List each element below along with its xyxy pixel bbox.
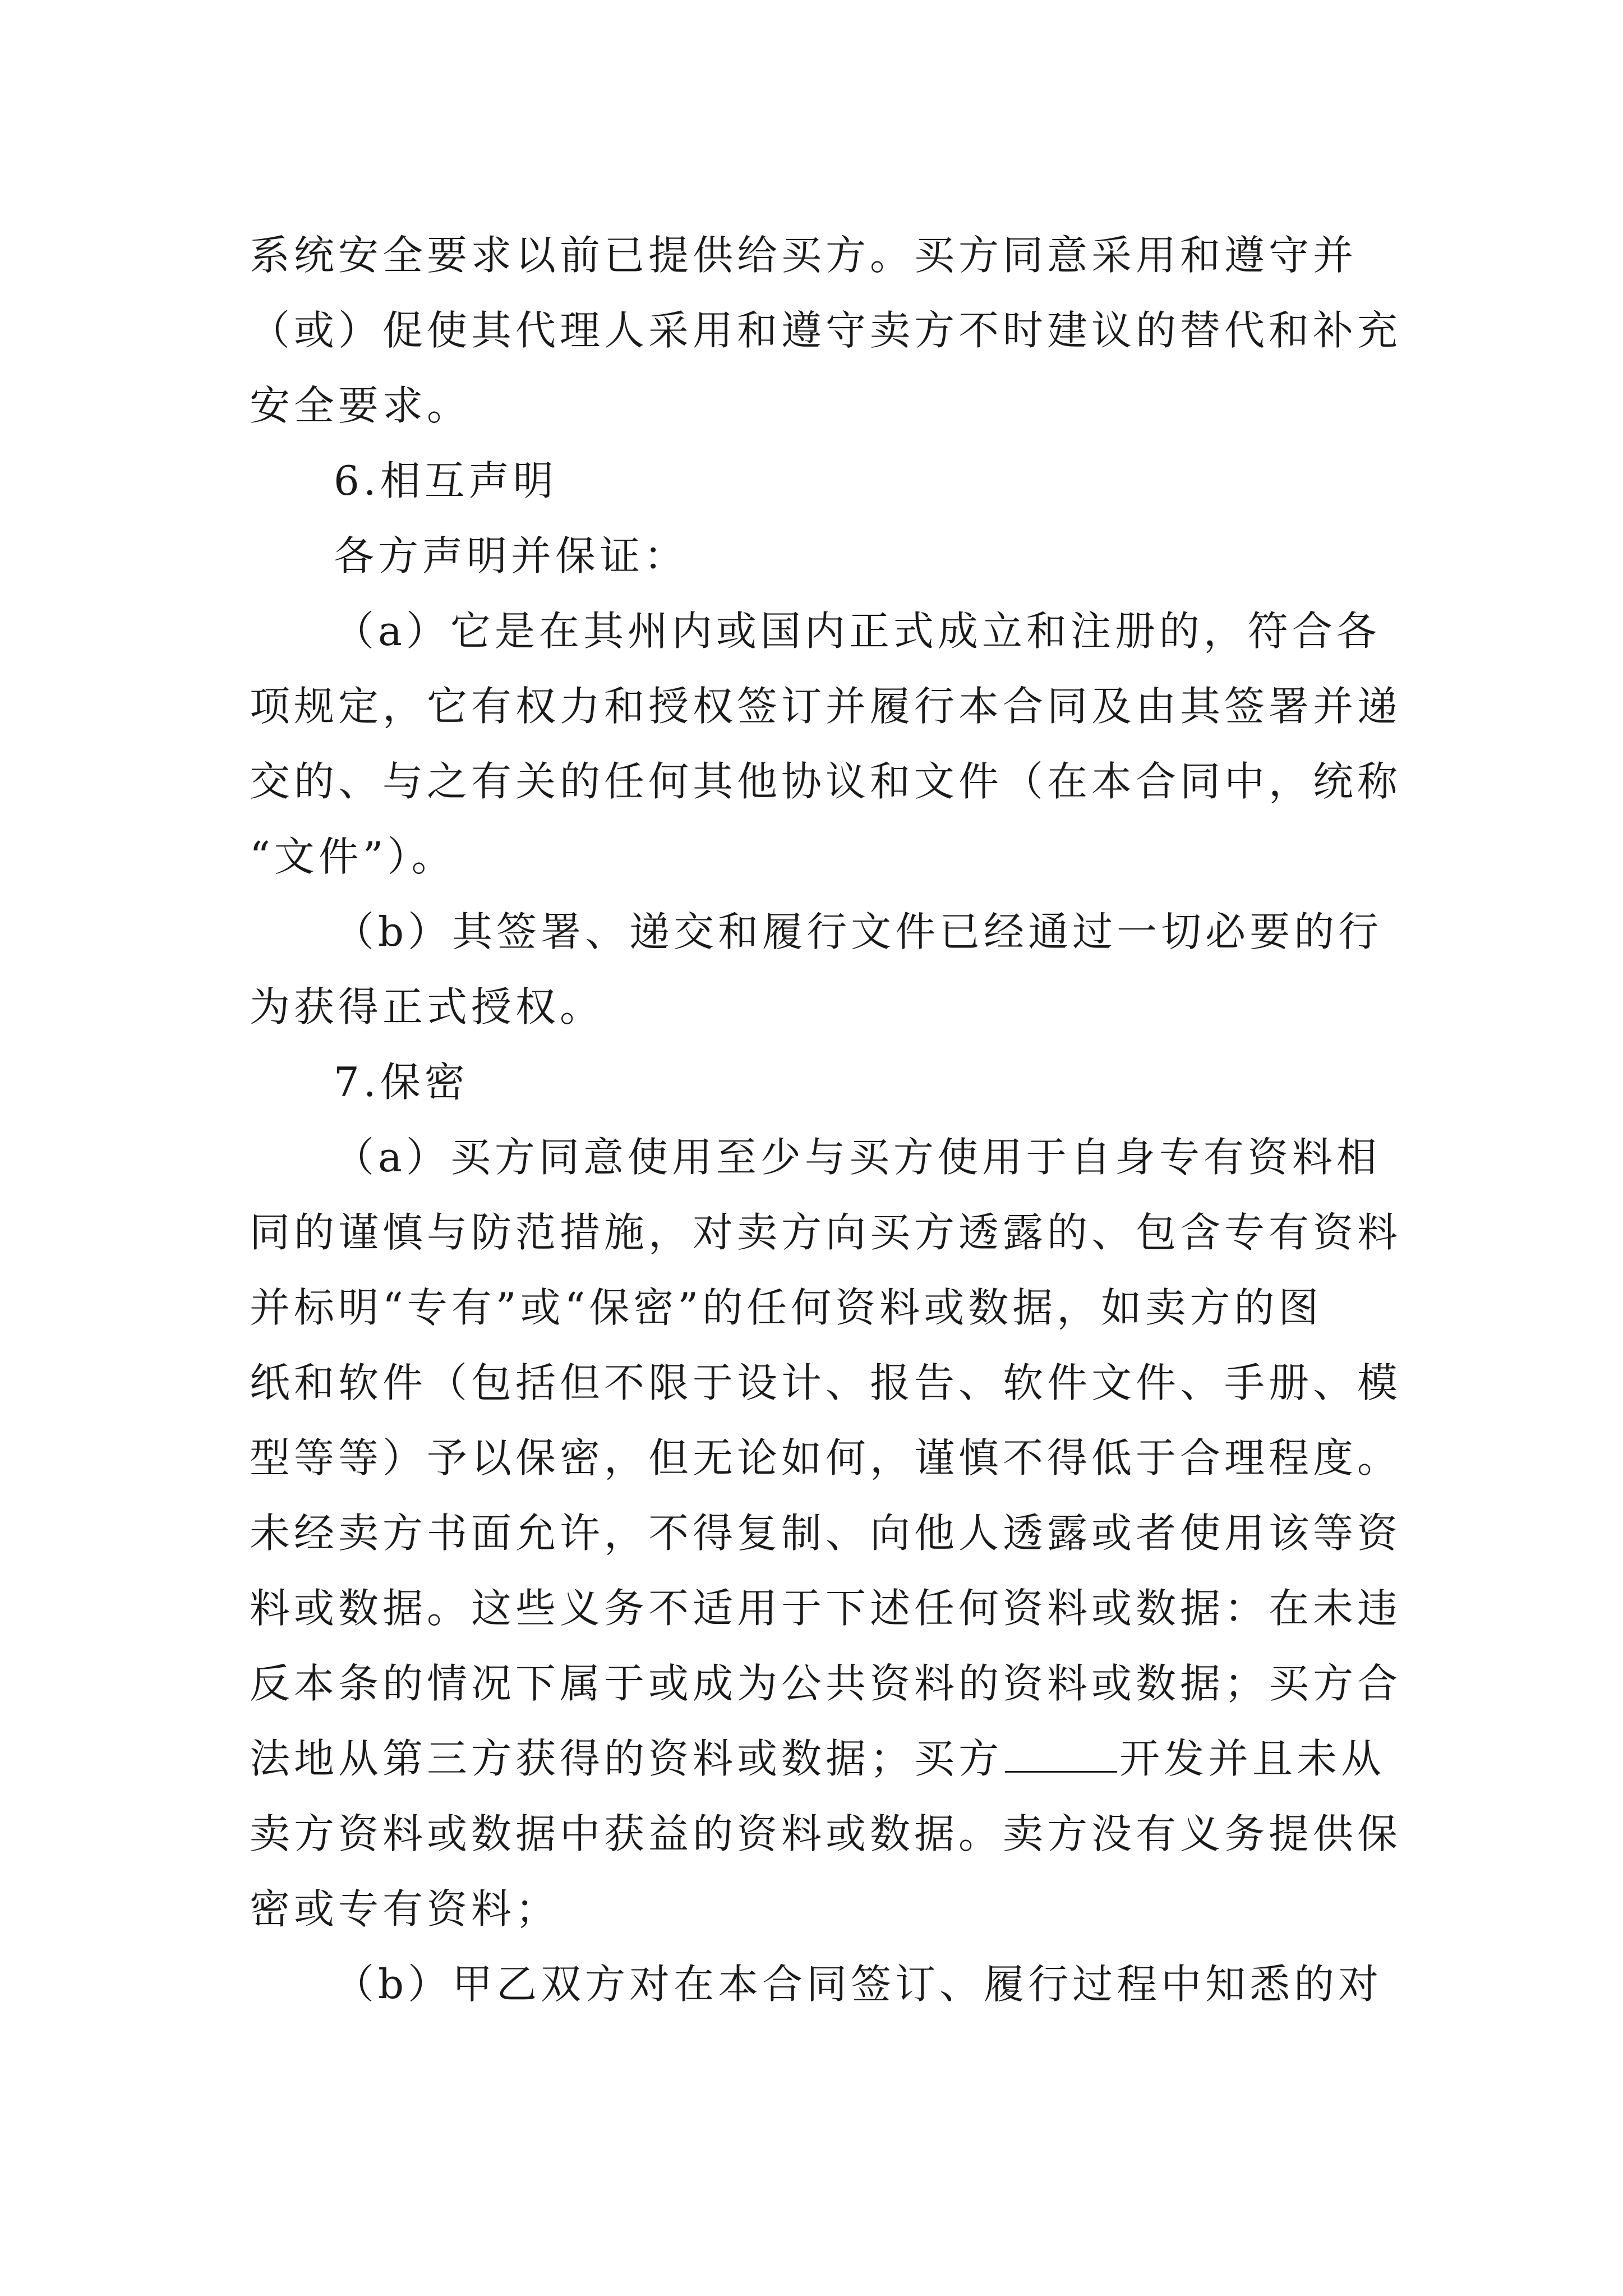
section-6a-line: “文件”）。 — [250, 833, 456, 880]
section-7a-line: 卖方资料或数据中获益的资料或数据。卖方没有义务提供保 — [250, 1810, 1402, 1857]
section-6-heading: 6.相互声明 — [334, 457, 557, 504]
section-7a-line: 料或数据。这些义务不适用于下述任何资料或数据：在未违 — [250, 1585, 1402, 1632]
section-6-intro: 各方声明并保证： — [334, 532, 689, 579]
carryover-line: 系统安全要求以前已提供给买方。买方同意采用和遵守并 — [250, 232, 1358, 279]
section-6a-line: （a）它是在其州内或国内正式成立和注册的，符合各 — [334, 608, 1381, 655]
carryover-line: 安全要求。 — [250, 382, 472, 429]
section-6a-line: 交的、与之有关的任何其他协议和文件（在本合同中，统称 — [250, 758, 1402, 805]
section-7-heading: 7.保密 — [334, 1059, 469, 1106]
section-7a-line: 并标明“专有”或“保密”的任何资料或数据，如卖方的图 — [250, 1284, 1323, 1331]
section-7a-line: 型等等）予以保密，但无论如何，谨慎不得低于合理程度。 — [250, 1434, 1402, 1481]
blank-line-after-text: 开发并且未从 — [1119, 1735, 1386, 1782]
fill-in-blank — [1005, 1737, 1117, 1773]
section-7a-line: 未经卖方书面允许，不得复制、向他人透露或者使用该等资 — [250, 1510, 1402, 1557]
section-7a-line: 密或专有资料； — [250, 1885, 560, 1932]
section-7a-line: 纸和软件（包括但不限于设计、报告、软件文件、手册、模 — [250, 1359, 1402, 1406]
section-7b-line: （b）甲乙双方对在本合同签订、履行过程中知悉的对 — [334, 1961, 1383, 2008]
section-6a-line: 项规定，它有权力和授权签订并履行本合同及由其签署并递 — [250, 683, 1402, 730]
section-6b-line: 为获得正式授权。 — [250, 983, 605, 1030]
section-7a-line: 同的谨慎与防范措施，对卖方向买方透露的、包含专有资料 — [250, 1209, 1402, 1256]
blank-line-before-text: 法地从第三方获得的资料或数据；买方 — [250, 1735, 1003, 1782]
section-6b-line: （b）其签署、递交和履行文件已经通过一切必要的行 — [334, 908, 1383, 955]
section-7a-line: （a）买方同意使用至少与买方使用于自身专有资料相 — [334, 1134, 1381, 1181]
section-7a-line-with-blank — [250, 1721, 1394, 1796]
section-7a-line: 反本条的情况下属于或成为公共资料的资料或数据；买方合 — [250, 1660, 1402, 1707]
contract-body-text — [250, 218, 1402, 2022]
carryover-line: （或）促使其代理人采用和遵守卖方不时建议的替代和补充 — [250, 307, 1402, 354]
